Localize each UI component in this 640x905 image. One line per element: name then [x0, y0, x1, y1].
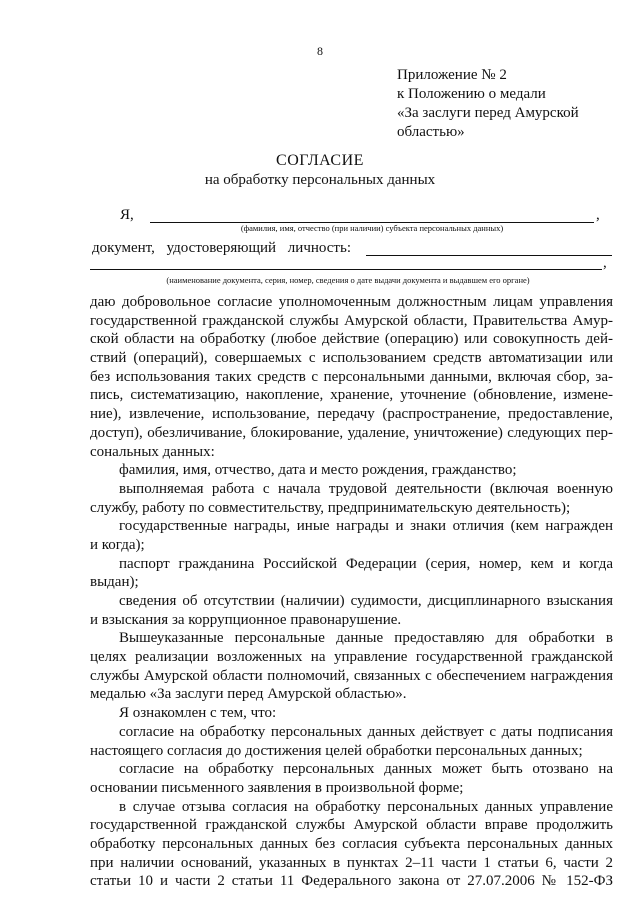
body-line: настоящего согласия до достижения целей обработки персональных данных; — [90, 742, 583, 759]
document-title: СОГЛАСИЕ — [276, 152, 364, 169]
body-line: статьи 10 и части 2 статьи 11 Федерального закона от 27.07.2006 № 152-ФЗ — [90, 873, 613, 890]
page-number: 8 — [317, 44, 323, 58]
subject-caption: (фамилия, имя, отчество (при наличии) субъекта персональных данных) — [240, 223, 504, 233]
body-line: без использования таких средств с персональными данными, включая сбор, за- — [90, 368, 613, 385]
identity-document-caption: (наименование документа, серия, номер, сведения о дате выдачи документа и выдавшем его органе) — [166, 275, 530, 285]
consent-body-text — [90, 293, 613, 891]
body-line: службы Амурской области полномочий, связанных с обеспечением награждения — [90, 667, 613, 684]
body-line: Вышеуказанные персональные данные предоставляю для обработки в — [119, 630, 613, 647]
body-line: основании письменного заявления в произвольной форме; — [90, 779, 464, 796]
identity-document-blank — [366, 255, 612, 256]
body-line: выдан); — [90, 574, 139, 591]
appendix-line: Приложение № 2 — [397, 67, 507, 83]
body-line: пись, систематизацию, накопление, хранение, уточнение (обновление, измене- — [90, 387, 613, 404]
body-line: согласие на обработку персональных данных действует с даты подписания — [119, 723, 613, 740]
appendix-header — [397, 66, 579, 142]
body-line: и когда); — [90, 536, 145, 553]
body-line: согласие на обработку персональных данных может быть отозвано на — [119, 761, 613, 778]
appendix-line: к Положению о медали — [397, 86, 546, 102]
document-subtitle: на обработку персональных данных — [204, 172, 436, 188]
body-line: государственной гражданской службы Амурской области вправе продолжить — [90, 817, 613, 834]
body-line: паспорт гражданина Российской Федерации (серия, номер, кем и когда — [119, 555, 613, 572]
body-line: ской области на обработку (любое действие (операцию) или совокупность дей- — [90, 331, 613, 348]
identity-document-blank-2 — [90, 269, 602, 270]
body-line: даю добровольное согласие уполномоченным должностным лицам управления — [90, 294, 613, 310]
body-line: Я ознакомлен с тем, что: — [119, 705, 277, 722]
body-line: и взыскания за коррупционное правонарушение. — [90, 611, 402, 628]
identity-document-suffix: , — [603, 255, 607, 271]
body-line: выполняемая работа с начала трудовой деятельности (включая военную — [119, 480, 613, 497]
identity-document-field-continued — [90, 257, 610, 273]
identity-document-label: документ, удостоверяющий личность: — [92, 240, 351, 256]
body-line: сональных данных: — [90, 443, 215, 460]
subject-prefix: Я, — [120, 207, 134, 223]
body-line: государственной гражданской службы Амурской области, Правительства Амур- — [90, 312, 613, 329]
body-line: медалью «За заслуги перед Амурской областью». — [90, 686, 407, 703]
appendix-line: «За заслуги перед Амурской — [397, 105, 579, 121]
appendix-line: областью» — [397, 124, 465, 140]
body-line: фамилия, имя, отчество, дата и место рождения, гражданство; — [119, 462, 517, 479]
body-line: сведения об отсутствии (наличии) судимости, дисциплинарного взыскания — [119, 593, 613, 609]
body-line: государственные награды, иные награды и знаки отличия (кем награжден — [119, 518, 613, 535]
subject-suffix: , — [596, 207, 600, 223]
body-line: ние), извлечение, использование, передачу (распространение, предоставление, — [90, 406, 613, 423]
body-line: службу, работу по совместительству, предпринимательскую деятельность); — [90, 499, 571, 516]
body-line: доступ), обезличивание, блокирование, удаление, уничтожение) следующих пер- — [90, 424, 613, 441]
body-line: при наличии оснований, указанных в пунктах 2–11 части 1 статьи 6, части 2 — [90, 854, 613, 871]
body-line: в случае отзыва согласия на обработку персональных данных управление — [119, 798, 613, 815]
body-line: обработку персональных данных без согласия субъекта персональных данных — [90, 835, 613, 852]
body-line: ствий (операций), совершаемых с использованием средств автоматизации или — [90, 350, 613, 367]
body-line: целях реализации возложенных на управление государственной гражданской — [90, 649, 613, 666]
